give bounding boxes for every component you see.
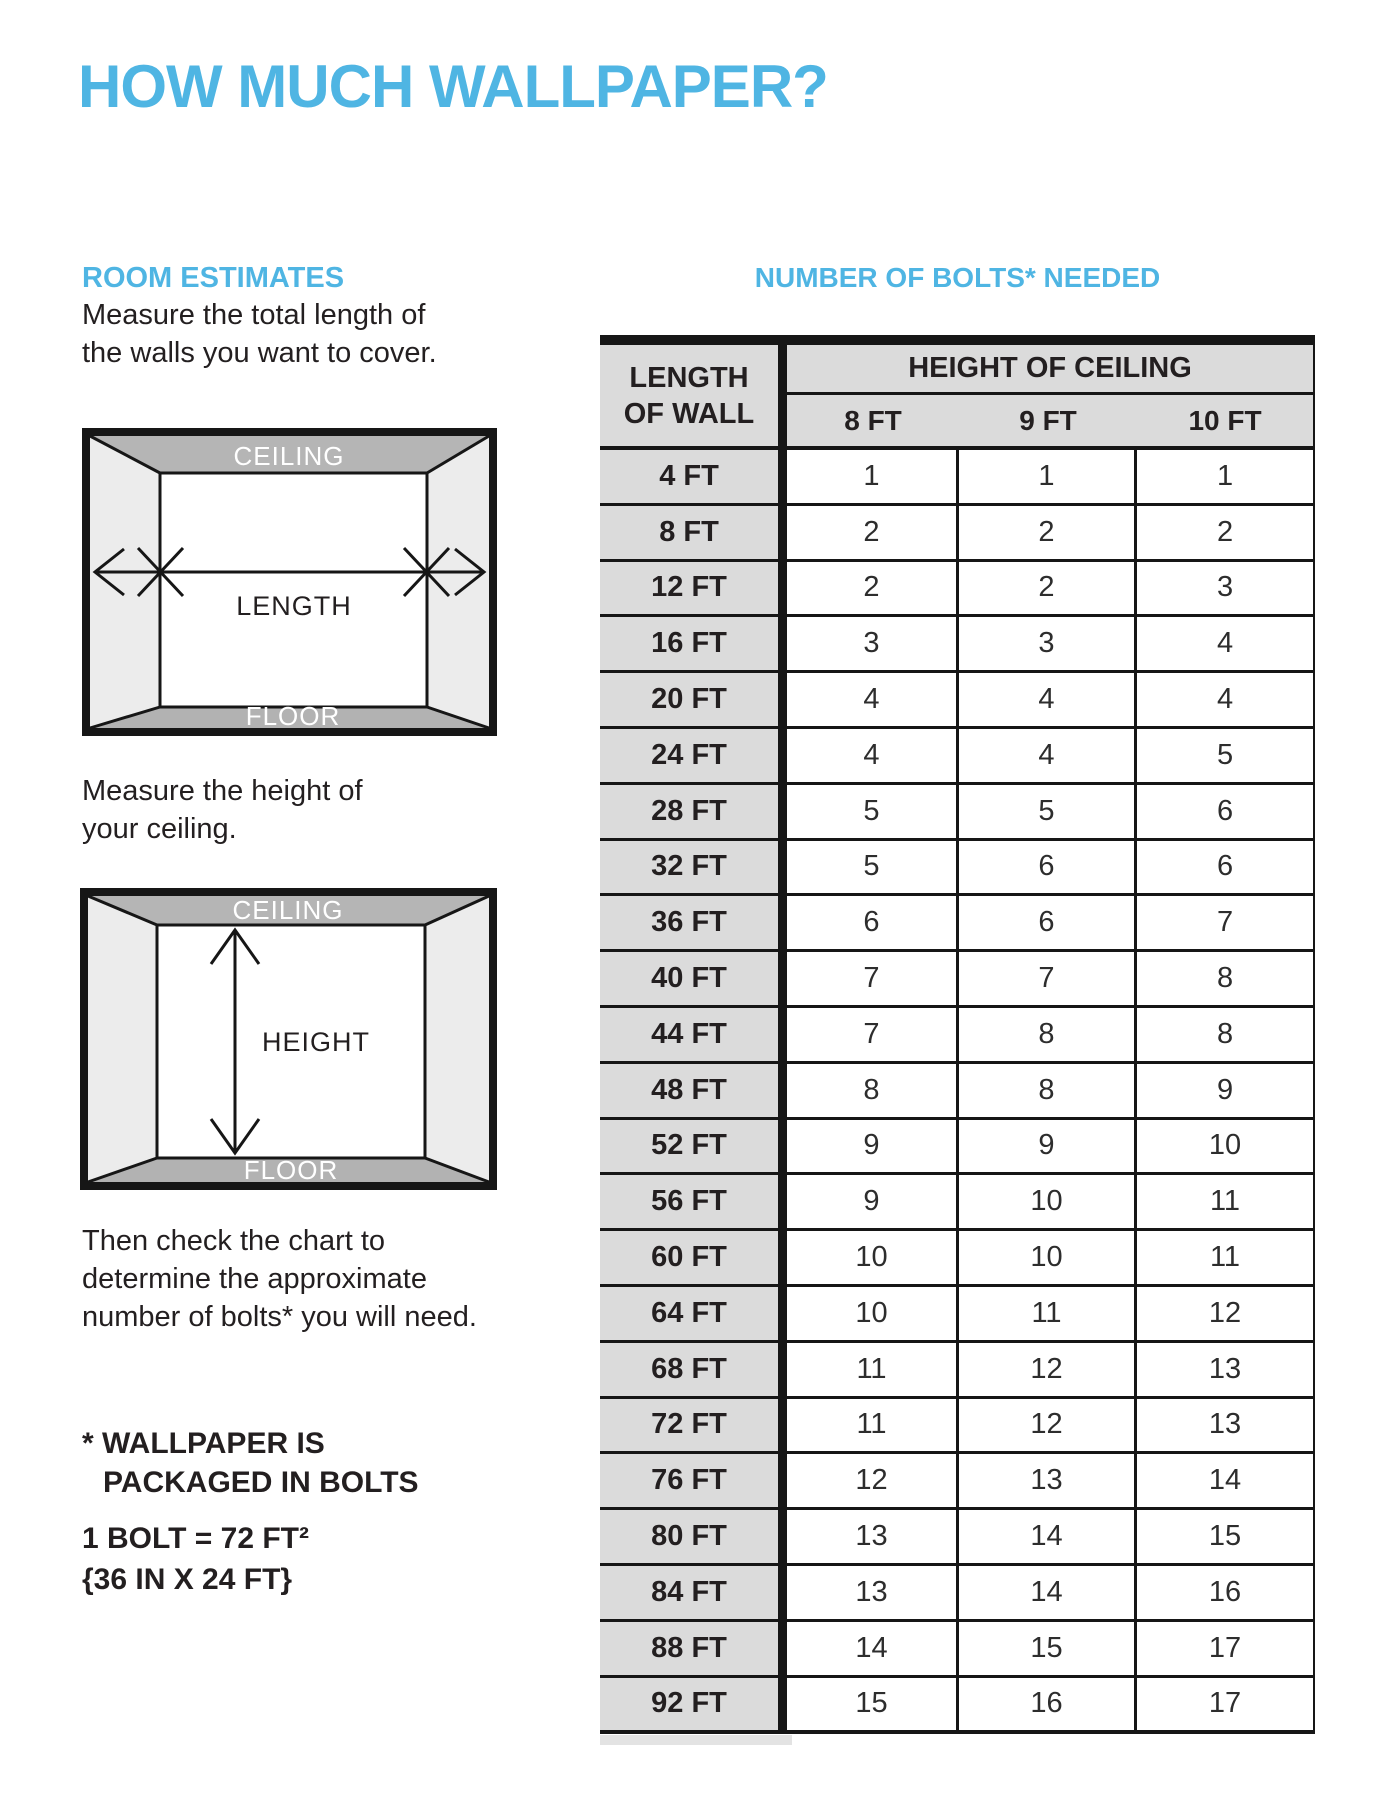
table-row — [600, 1287, 1313, 1343]
bolt-count-cell: 7 — [787, 952, 959, 1008]
table-header-row — [600, 345, 1313, 395]
length-cell: 84 FT — [600, 1566, 787, 1622]
bolt-count-cell: 8 — [1137, 1008, 1313, 1064]
length-cell: 40 FT — [600, 952, 787, 1008]
room-height-diagram — [80, 888, 497, 1190]
table-row — [600, 1008, 1313, 1064]
bolt-count-cell: 4 — [959, 729, 1137, 785]
column-header-8ft: 8 FT — [787, 395, 959, 450]
table-row — [600, 952, 1313, 1008]
bolt-count-cell: 7 — [1137, 896, 1313, 952]
table-row — [600, 1231, 1313, 1287]
length-cell: 68 FT — [600, 1343, 787, 1399]
bolt-count-cell: 12 — [959, 1343, 1137, 1399]
bolt-count-cell: 1 — [787, 450, 959, 506]
length-cell: 64 FT — [600, 1287, 787, 1343]
table-row — [600, 1343, 1313, 1399]
table-row — [600, 785, 1313, 841]
length-cell: 32 FT — [600, 841, 787, 897]
bolt-count-cell: 12 — [787, 1454, 959, 1510]
table-row — [600, 506, 1313, 562]
bolt-count-cell: 6 — [1137, 785, 1313, 841]
bolt-count-cell: 9 — [1137, 1064, 1313, 1120]
bolt-count-cell: 11 — [1137, 1231, 1313, 1287]
bolt-count-cell: 16 — [959, 1678, 1137, 1731]
bolt-count-cell: 12 — [959, 1399, 1137, 1455]
bolt-count-cell: 14 — [959, 1566, 1137, 1622]
table-row — [600, 617, 1313, 673]
bolt-count-cell: 11 — [787, 1343, 959, 1399]
bolt-count-cell: 13 — [959, 1454, 1137, 1510]
paragraph-line: Measure the total length of — [82, 299, 426, 331]
paragraph-line: the walls you want to cover. — [82, 337, 437, 369]
table-row — [600, 896, 1313, 952]
length-cell: 4 FT — [600, 450, 787, 506]
bolt-count-cell: 8 — [959, 1064, 1137, 1120]
bolt-count-cell: 3 — [787, 617, 959, 673]
ceiling-label: CEILING — [232, 895, 344, 925]
length-cell: 76 FT — [600, 1454, 787, 1510]
bolt-count-cell: 11 — [959, 1287, 1137, 1343]
bolt-count-cell: 15 — [787, 1678, 959, 1731]
bolt-count-cell: 4 — [787, 673, 959, 729]
bolt-count-cell: 15 — [1137, 1510, 1313, 1566]
instruction-paragraph-2 — [82, 772, 363, 848]
bolt-count-cell: 11 — [787, 1399, 959, 1455]
bolt-count-cell: 4 — [787, 729, 959, 785]
bolt-size-note — [82, 1518, 309, 1600]
length-cell: 12 FT — [600, 562, 787, 618]
wallpaper-bolts-footnote — [82, 1424, 419, 1502]
length-cell: 20 FT — [600, 673, 787, 729]
bolt-count-cell: 6 — [959, 896, 1137, 952]
column-header-10ft: 10 FT — [1137, 395, 1313, 450]
column-header-9ft: 9 FT — [959, 395, 1137, 450]
page-title: HOW MUCH WALLPAPER? — [78, 53, 828, 120]
table-row — [600, 450, 1313, 506]
length-cell: 72 FT — [600, 1399, 787, 1455]
paragraph-line: Measure the height of — [82, 775, 363, 807]
length-cell: 8 FT — [600, 506, 787, 562]
bolt-count-cell: 2 — [1137, 506, 1313, 562]
table-row — [600, 1175, 1313, 1231]
bolt-size-line: {36 IN X 24 FT} — [82, 1563, 293, 1596]
header-line: LENGTH — [629, 361, 749, 394]
bolt-count-cell: 6 — [787, 896, 959, 952]
length-cell: 56 FT — [600, 1175, 787, 1231]
bolt-count-cell: 14 — [1137, 1454, 1313, 1510]
bolt-count-cell: 4 — [959, 673, 1137, 729]
bolt-count-cell: 10 — [1137, 1120, 1313, 1176]
bolt-count-cell: 13 — [1137, 1399, 1313, 1455]
length-cell: 48 FT — [600, 1064, 787, 1120]
bolt-count-cell: 15 — [959, 1622, 1137, 1678]
paragraph-line: number of bolts* you will need. — [82, 1301, 477, 1333]
bolt-count-cell: 4 — [1137, 617, 1313, 673]
length-label: LENGTH — [236, 591, 352, 621]
bolt-count-cell: 12 — [1137, 1287, 1313, 1343]
length-cell: 16 FT — [600, 617, 787, 673]
floor-label: FLOOR — [243, 1155, 339, 1185]
length-cell: 52 FT — [600, 1120, 787, 1176]
header-line: OF WALL — [623, 397, 755, 430]
bolt-count-cell: 5 — [1137, 729, 1313, 785]
bolt-count-cell: 4 — [1137, 673, 1313, 729]
table-row — [600, 1622, 1313, 1678]
bolt-count-cell: 13 — [787, 1510, 959, 1566]
bolt-count-cell: 10 — [959, 1231, 1137, 1287]
length-cell: 88 FT — [600, 1622, 787, 1678]
table-body — [600, 450, 1313, 1730]
bolt-count-cell: 5 — [787, 785, 959, 841]
table-row — [600, 562, 1313, 618]
bolt-count-cell: 8 — [787, 1064, 959, 1120]
bolt-count-cell: 17 — [1137, 1678, 1313, 1731]
length-cell: 80 FT — [600, 1510, 787, 1566]
footnote-line: PACKAGED IN BOLTS — [103, 1466, 419, 1499]
length-cell: 92 FT — [600, 1678, 787, 1731]
bolt-count-cell: 2 — [787, 562, 959, 618]
bolt-count-cell: 9 — [787, 1120, 959, 1176]
table-row — [600, 1120, 1313, 1176]
bolt-count-cell: 2 — [959, 506, 1137, 562]
instruction-paragraph-3 — [82, 1222, 477, 1336]
length-cell: 60 FT — [600, 1231, 787, 1287]
bolt-count-cell: 1 — [1137, 450, 1313, 506]
bolt-count-cell: 10 — [787, 1231, 959, 1287]
bolt-count-cell: 6 — [1137, 841, 1313, 897]
bolt-count-cell: 14 — [787, 1622, 959, 1678]
bolt-count-cell: 8 — [1137, 952, 1313, 1008]
table-row — [600, 841, 1313, 897]
table-row — [600, 1566, 1313, 1622]
height-label: HEIGHT — [262, 1027, 371, 1057]
table-row — [600, 1399, 1313, 1455]
paragraph-line: Then check the chart to — [82, 1225, 386, 1257]
bolt-count-cell: 2 — [787, 506, 959, 562]
floor-label: FLOOR — [245, 701, 341, 731]
bolt-count-cell: 7 — [787, 1008, 959, 1064]
bolt-count-cell: 8 — [959, 1008, 1137, 1064]
bolt-count-cell: 5 — [787, 841, 959, 897]
instruction-paragraph-1 — [82, 296, 437, 372]
bolt-count-cell: 11 — [1137, 1175, 1313, 1231]
bolt-count-cell: 13 — [1137, 1343, 1313, 1399]
table-row — [600, 729, 1313, 785]
paragraph-line: determine the approximate — [82, 1263, 427, 1295]
bolt-count-cell: 16 — [1137, 1566, 1313, 1622]
table-row — [600, 1678, 1313, 1731]
room-estimates-heading: ROOM ESTIMATES — [82, 262, 345, 294]
length-cell: 28 FT — [600, 785, 787, 841]
bolt-count-cell: 9 — [959, 1120, 1137, 1176]
bolt-count-cell: 13 — [787, 1566, 959, 1622]
table-row — [600, 1510, 1313, 1566]
bolts-table — [600, 335, 1315, 1734]
bolt-count-cell: 7 — [959, 952, 1137, 1008]
bolt-count-cell: 5 — [959, 785, 1137, 841]
table-row — [600, 1454, 1313, 1510]
height-of-ceiling-header: HEIGHT OF CEILING — [787, 345, 1313, 395]
bolts-table-heading: NUMBER OF BOLTS* NEEDED — [754, 262, 1161, 293]
length-cell: 24 FT — [600, 729, 787, 785]
table-footer-tab — [600, 1735, 792, 1745]
table-row — [600, 673, 1313, 729]
bolt-count-cell: 10 — [787, 1287, 959, 1343]
ceiling-label: CEILING — [233, 441, 345, 471]
bolt-count-cell: 6 — [959, 841, 1137, 897]
bolt-count-cell: 3 — [1137, 562, 1313, 618]
bolt-count-cell: 1 — [959, 450, 1137, 506]
footnote-line: * WALLPAPER IS — [82, 1427, 325, 1460]
table-row — [600, 1064, 1313, 1120]
length-cell: 44 FT — [600, 1008, 787, 1064]
length-cell: 36 FT — [600, 896, 787, 952]
bolt-count-cell: 10 — [959, 1175, 1137, 1231]
left-wall-surface — [88, 896, 157, 1182]
room-length-diagram — [82, 428, 497, 736]
back-wall — [160, 473, 427, 707]
paragraph-line: your ceiling. — [82, 813, 237, 845]
bolt-count-cell: 17 — [1137, 1622, 1313, 1678]
right-wall-surface — [425, 896, 489, 1182]
bolt-count-cell: 3 — [959, 617, 1137, 673]
length-of-wall-header — [600, 345, 787, 450]
bolt-count-cell: 9 — [787, 1175, 959, 1231]
bolt-count-cell: 2 — [959, 562, 1137, 618]
bolt-size-line: 1 BOLT = 72 FT² — [82, 1522, 309, 1555]
bolt-count-cell: 14 — [959, 1510, 1137, 1566]
